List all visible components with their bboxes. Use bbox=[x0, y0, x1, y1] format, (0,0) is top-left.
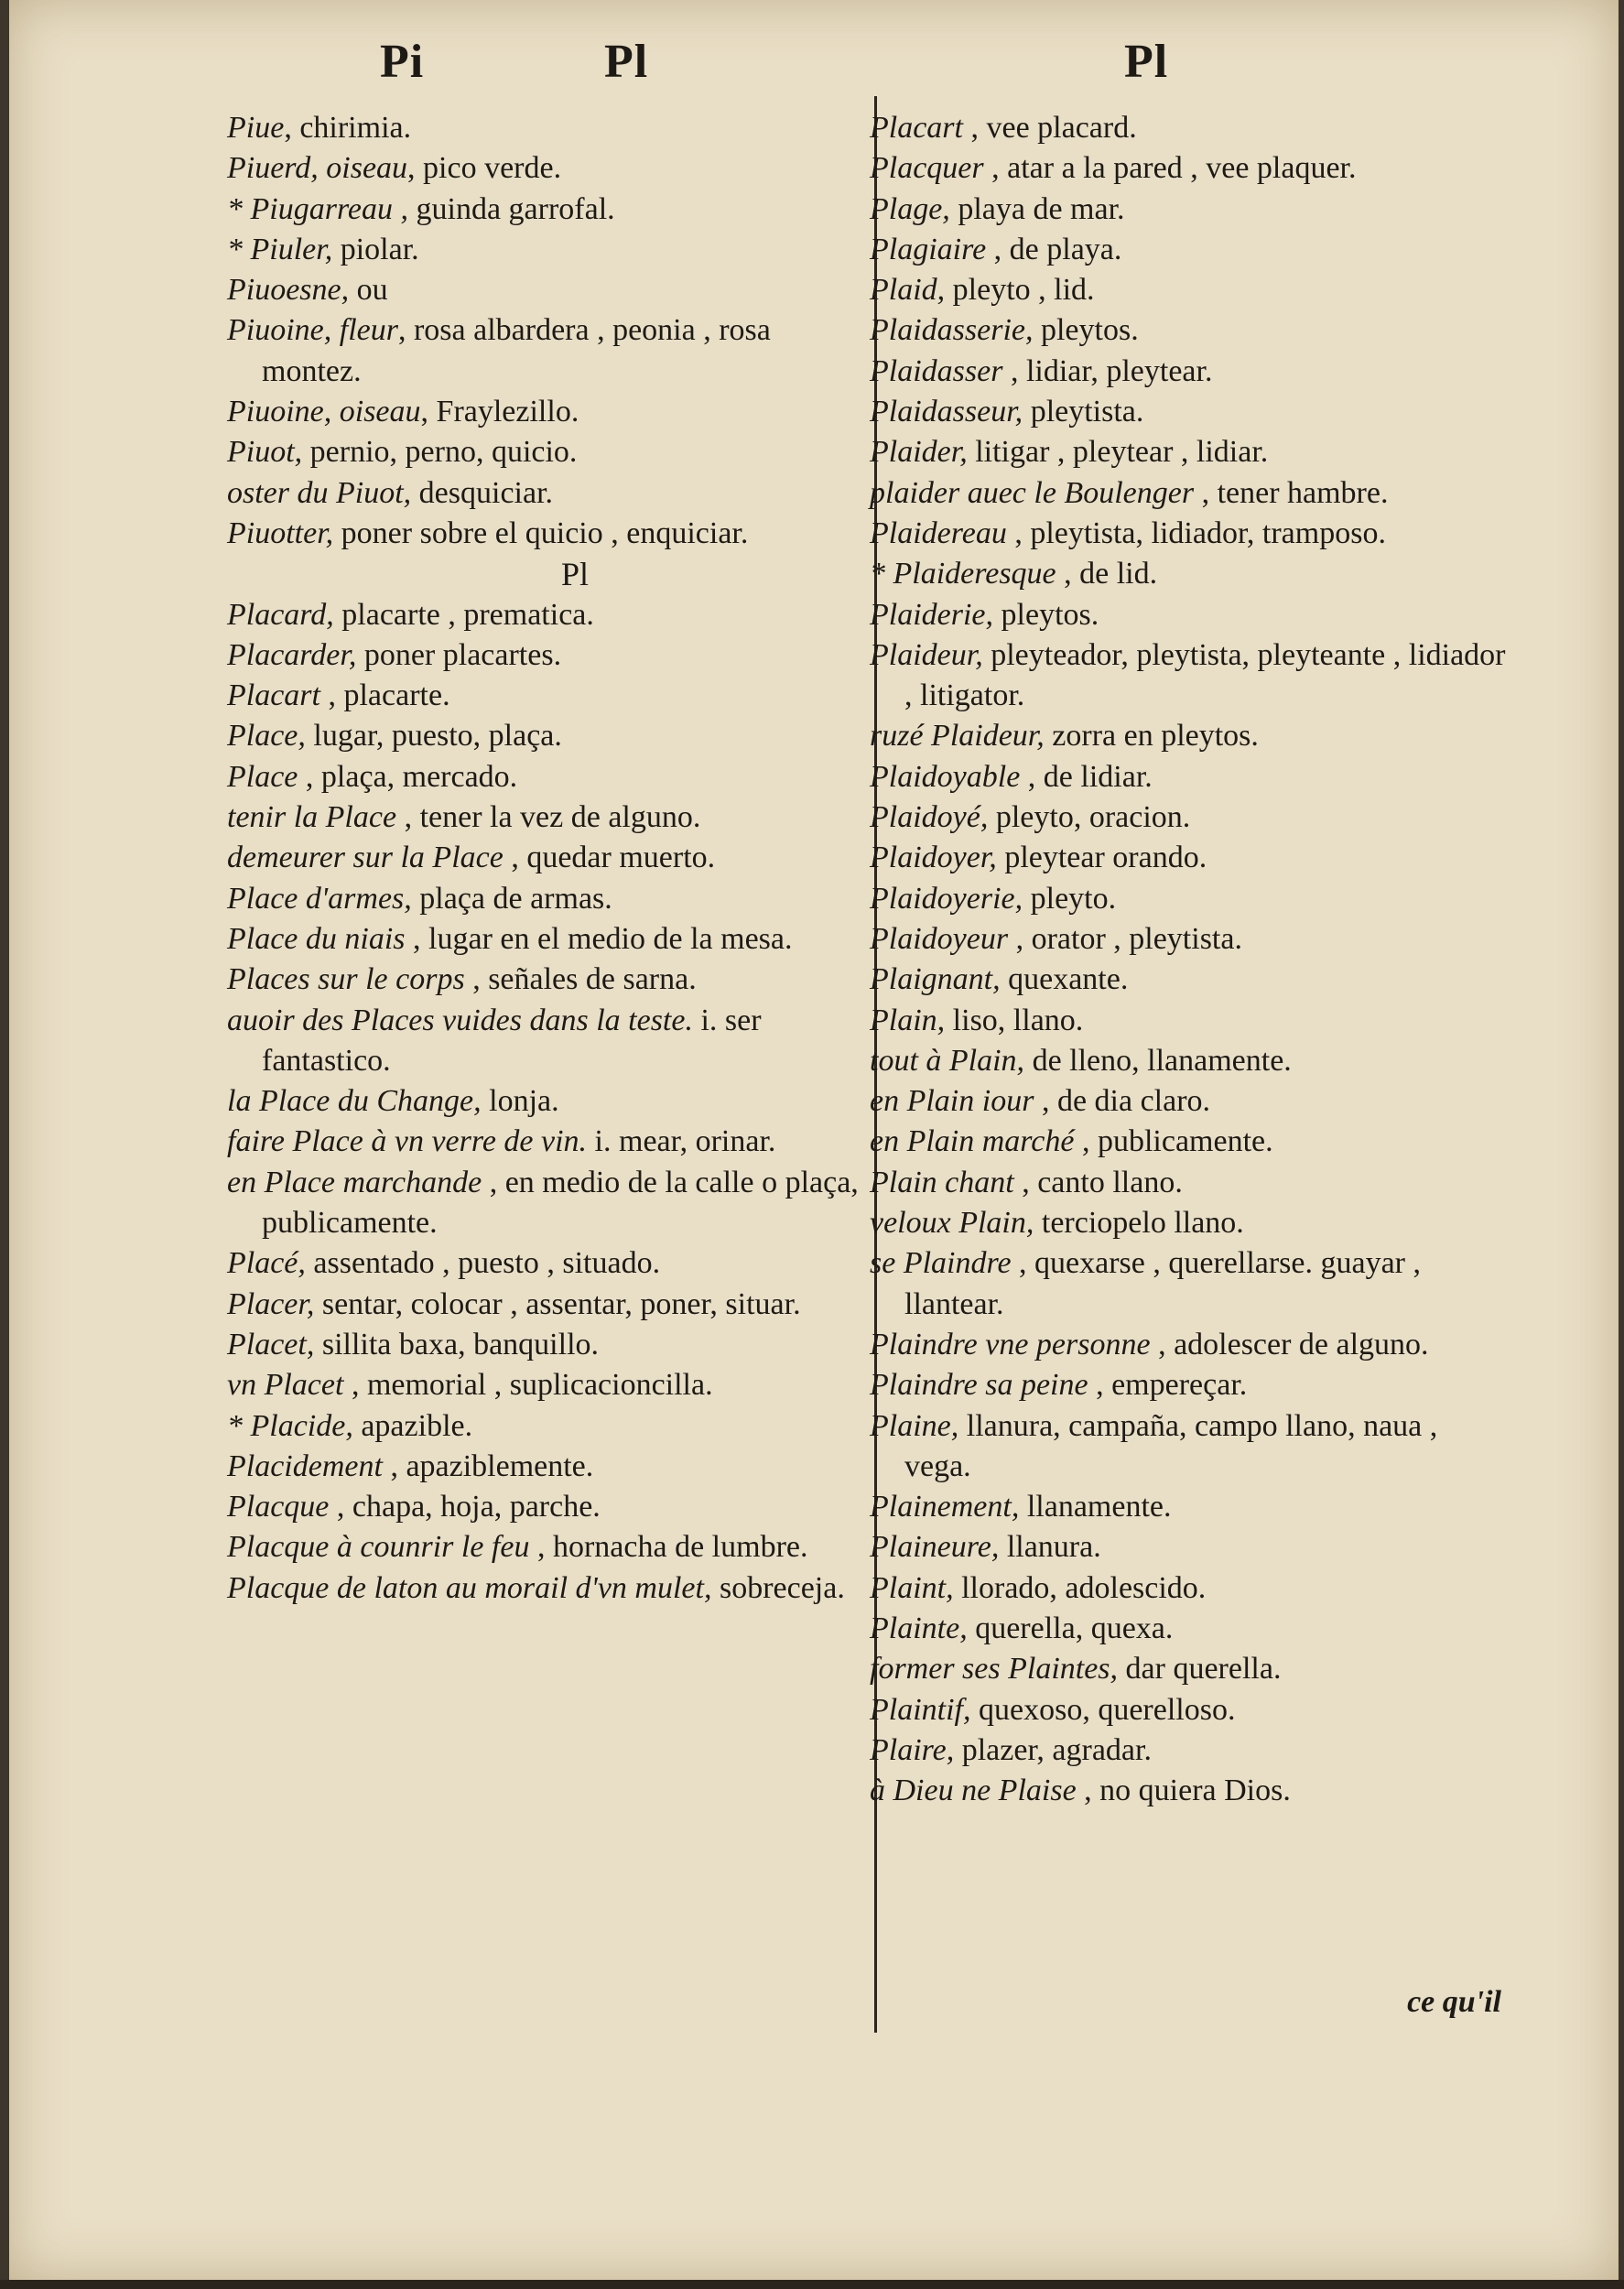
definition: , lidiar, pleytear. bbox=[1002, 353, 1213, 388]
definition: guinda garrofal. bbox=[408, 191, 615, 226]
definition: poner sobre el quicio , enquiciar. bbox=[333, 515, 749, 550]
definition: , orator , pleytista. bbox=[1008, 921, 1242, 956]
dictionary-entry bbox=[870, 270, 1510, 310]
dictionary-entry bbox=[227, 1081, 868, 1122]
dictionary-entry bbox=[227, 960, 868, 1000]
dictionary-entry bbox=[227, 230, 868, 270]
dictionary-entry bbox=[870, 1243, 1510, 1325]
definition: plaça de armas. bbox=[411, 881, 612, 916]
dictionary-entry bbox=[870, 1609, 1510, 1649]
dictionary-entry bbox=[227, 1447, 868, 1487]
definition: poner placartes. bbox=[356, 637, 562, 672]
definition: , canto llano. bbox=[1013, 1165, 1183, 1199]
headword: demeurer sur la Place bbox=[227, 841, 503, 875]
headword: Piuoine, fleur bbox=[227, 313, 398, 348]
dictionary-entry bbox=[870, 1406, 1510, 1488]
section-heading: Pl bbox=[560, 556, 590, 593]
headword: former ses Plaintes, bbox=[870, 1652, 1119, 1687]
definition: desquiciar. bbox=[411, 475, 554, 510]
definition: , rosa albardera , peonia , rosa montez. bbox=[262, 313, 771, 388]
headword: plaider auec le Boulenger bbox=[870, 475, 1195, 510]
dictionary-entry bbox=[870, 554, 1510, 594]
dictionary-entry bbox=[227, 1285, 868, 1325]
dictionary-entry bbox=[227, 514, 868, 554]
headword: Piuoine, oiseau bbox=[227, 395, 421, 429]
dictionary-entry bbox=[227, 1001, 868, 1082]
headword: Plaiderie, bbox=[870, 597, 994, 632]
definition: dar querella. bbox=[1118, 1652, 1282, 1687]
headword: la Place du Change, bbox=[227, 1084, 482, 1119]
right-column bbox=[870, 108, 1510, 1811]
definition: sillita baxa, banquillo. bbox=[314, 1327, 600, 1361]
definition: , pleytista, lidiador, tramposo. bbox=[1006, 515, 1386, 550]
definition: , memorial , suplicacioncilla. bbox=[343, 1368, 713, 1403]
definition: plazer, agradar. bbox=[954, 1732, 1152, 1767]
headword: Plain chant bbox=[870, 1165, 1014, 1199]
dictionary-entry bbox=[870, 1163, 1510, 1203]
headword: se Plaindre bbox=[870, 1246, 1012, 1281]
dictionary-entry bbox=[227, 919, 868, 960]
dictionary-entry bbox=[227, 270, 868, 310]
definition: i. ser fantastico. bbox=[262, 1003, 762, 1078]
headword: Placarder, bbox=[227, 637, 357, 672]
definition: de lleno, llanamente. bbox=[1024, 1043, 1292, 1078]
dictionary-entry bbox=[870, 514, 1510, 554]
definition: , pico verde. bbox=[407, 151, 562, 186]
dictionary-entry bbox=[227, 879, 868, 919]
definition: lonja. bbox=[481, 1084, 559, 1119]
headword: Place bbox=[227, 759, 298, 794]
dictionary-entry bbox=[870, 716, 1510, 756]
definition: quexante. bbox=[1000, 962, 1129, 997]
headword: Plaindre sa peine bbox=[870, 1368, 1088, 1403]
definition: playa de mar. bbox=[949, 191, 1125, 226]
left-column bbox=[227, 108, 868, 1609]
definition: , vee placard. bbox=[962, 111, 1137, 145]
headword: Placidement bbox=[227, 1448, 383, 1483]
headword: Placart bbox=[870, 111, 963, 145]
definition: pleytista. bbox=[1023, 395, 1144, 429]
definition: pernio, perno, quicio. bbox=[302, 435, 578, 470]
dictionary-entry bbox=[227, 838, 868, 878]
definition: , tener hambre. bbox=[1194, 475, 1389, 510]
headword: Plaid, bbox=[870, 273, 946, 308]
headword: Piuoesne, bbox=[227, 273, 350, 308]
headword: Place d'armes, bbox=[227, 881, 412, 916]
dictionary-entry bbox=[227, 190, 868, 230]
dictionary-entry bbox=[227, 1406, 868, 1447]
definition: llanura. bbox=[999, 1530, 1101, 1565]
headword: Place, bbox=[227, 719, 306, 754]
headword: à Dieu ne Plaise bbox=[870, 1774, 1077, 1808]
definition: , empereçar. bbox=[1088, 1368, 1248, 1403]
definition: , señales de sarna. bbox=[464, 962, 697, 997]
headword: * Plaideresque bbox=[870, 557, 1056, 591]
headword: oster du Piuot, bbox=[227, 475, 412, 510]
headword: Plaidoyé, bbox=[870, 800, 989, 835]
definition: , lugar en el medio de la mesa. bbox=[405, 921, 793, 956]
headword: Plaider, bbox=[870, 435, 968, 470]
headword: Plaidasseur, bbox=[870, 395, 1023, 429]
headword: Plaidasser bbox=[870, 353, 1003, 388]
definition: i. mear, orinar. bbox=[587, 1124, 776, 1159]
dictionary-entry bbox=[870, 108, 1510, 148]
definition: , placarte. bbox=[319, 678, 450, 713]
definition: , apaziblemente. bbox=[382, 1448, 594, 1483]
headword: Piuot, bbox=[227, 435, 303, 470]
dictionary-entry bbox=[870, 392, 1510, 432]
dictionary-entry bbox=[870, 190, 1510, 230]
dictionary-entry bbox=[870, 1487, 1510, 1527]
headword: Plaine, bbox=[870, 1408, 959, 1443]
headword: Plainte, bbox=[870, 1611, 968, 1645]
dictionary-entry bbox=[870, 595, 1510, 635]
dictionary-entry bbox=[227, 635, 868, 676]
definition: litigar , pleytear , lidiar. bbox=[967, 435, 1269, 470]
dictionary-entry bbox=[870, 1001, 1510, 1041]
dictionary-entry bbox=[227, 797, 868, 838]
headword: Plaidoyer, bbox=[870, 841, 997, 875]
dictionary-entry bbox=[227, 716, 868, 756]
definition: pleyto , lid. bbox=[945, 273, 1095, 308]
catchword-wrap bbox=[870, 1982, 1501, 2023]
dictionary-entry bbox=[227, 1568, 868, 1609]
headword: tout à Plain, bbox=[870, 1043, 1025, 1078]
dictionary-entry bbox=[870, 1203, 1510, 1243]
headword: Plaintif, bbox=[870, 1692, 971, 1727]
dictionary-entry bbox=[870, 960, 1510, 1000]
dictionary-entry bbox=[870, 473, 1510, 514]
definition: zorra en pleytos. bbox=[1044, 719, 1259, 754]
definition: , de lid. bbox=[1056, 557, 1158, 591]
dictionary-entry bbox=[227, 473, 868, 514]
headword: * Piuler, bbox=[227, 232, 333, 266]
headword: tenir la Place bbox=[227, 800, 397, 835]
headword: auoir des Places vuides dans la teste. bbox=[227, 1003, 693, 1037]
dictionary-entry bbox=[870, 1649, 1510, 1689]
definition: apazible. bbox=[352, 1408, 473, 1443]
dictionary-entry bbox=[870, 230, 1510, 270]
catchword: ce qu'il bbox=[1407, 1985, 1501, 2019]
dictionary-entry bbox=[227, 676, 868, 716]
headword: Plaidereau bbox=[870, 515, 1007, 550]
headword: * Placide, bbox=[227, 1408, 353, 1443]
definition: pleytear orando. bbox=[996, 841, 1207, 875]
headword: en Plain marché bbox=[870, 1124, 1075, 1159]
dictionary-entry bbox=[227, 432, 868, 472]
definition: lugar, puesto, plaça. bbox=[305, 719, 562, 754]
dictionary-entry bbox=[227, 392, 868, 432]
headword: Placer, bbox=[227, 1286, 315, 1321]
definition: llanamente. bbox=[1019, 1490, 1172, 1524]
dictionary-entry bbox=[870, 1325, 1510, 1365]
headword: ruzé Plaideur, bbox=[870, 719, 1045, 754]
running-head-left-b: Pl bbox=[604, 36, 649, 88]
running-head-right: Pl bbox=[1124, 36, 1169, 88]
dictionary-entry bbox=[870, 1081, 1510, 1122]
headword: Placque bbox=[227, 1490, 330, 1524]
definition: , de dia claro. bbox=[1034, 1084, 1211, 1119]
dictionary-entry bbox=[227, 1325, 868, 1365]
dictionary-entry bbox=[870, 635, 1510, 717]
definition: pleyto, oracion. bbox=[988, 800, 1191, 835]
dictionary-entry bbox=[870, 1690, 1510, 1730]
definition: , quexarse , querellarse. guayar , llantear. bbox=[904, 1246, 1422, 1321]
headword: Plaint, bbox=[870, 1570, 954, 1605]
headword: Plaidoyable bbox=[870, 759, 1021, 794]
headword: * Piugarreau , bbox=[227, 191, 409, 226]
dictionary-entry bbox=[870, 1730, 1510, 1771]
headword: Plain, bbox=[870, 1003, 946, 1037]
dictionary-entry bbox=[870, 1771, 1510, 1811]
headword: Places sur le corps bbox=[227, 962, 465, 997]
headword: Plainement, bbox=[870, 1490, 1020, 1524]
headword: Plaignant, bbox=[870, 962, 1001, 997]
headword: Placque de laton au morail d'vn mulet, bbox=[227, 1570, 712, 1605]
dictionary-entry bbox=[227, 1365, 868, 1405]
headword: Plaideur, bbox=[870, 637, 983, 672]
dictionary-entry bbox=[870, 797, 1510, 838]
definition: pleytos. bbox=[993, 597, 1099, 632]
definition: pleytos. bbox=[1033, 313, 1139, 348]
dictionary-entry bbox=[870, 1527, 1510, 1568]
headword: Placé, bbox=[227, 1246, 306, 1281]
headword: Piue bbox=[227, 111, 285, 145]
headword: veloux Plain, bbox=[870, 1206, 1034, 1241]
definition: , chirimia. bbox=[284, 111, 412, 145]
headword: Placquer bbox=[870, 151, 984, 186]
dictionary-entry bbox=[227, 148, 868, 189]
dictionary-entry bbox=[870, 1568, 1510, 1609]
definition: quexoso, querelloso. bbox=[970, 1692, 1236, 1727]
dictionary-entry bbox=[870, 148, 1510, 189]
definition: , en medio de la calle o plaça, publicamente. bbox=[262, 1165, 859, 1241]
definition: , publicamente. bbox=[1074, 1124, 1273, 1159]
headword: Place du niais bbox=[227, 921, 406, 956]
dictionary-page bbox=[9, 0, 1619, 2280]
dictionary-entry bbox=[870, 310, 1510, 351]
headword: Plagiaire bbox=[870, 232, 987, 266]
definition: , no quiera Dios. bbox=[1076, 1774, 1291, 1808]
dictionary-entry bbox=[227, 310, 868, 392]
dictionary-entry bbox=[227, 1243, 868, 1284]
dictionary-entry bbox=[870, 1041, 1510, 1081]
definition: llorado, adolescido. bbox=[953, 1570, 1207, 1605]
dictionary-entry bbox=[227, 1122, 868, 1162]
headword: vn Placet bbox=[227, 1368, 344, 1403]
headword: Plaindre vne personne bbox=[870, 1327, 1151, 1361]
definition: assentado , puesto , situado. bbox=[305, 1246, 661, 1281]
headword: faire Place à vn verre de vin. bbox=[227, 1124, 588, 1159]
dictionary-entry bbox=[870, 879, 1510, 919]
definition: piolar. bbox=[332, 232, 419, 266]
headword: Placet, bbox=[227, 1327, 315, 1361]
headword: en Place marchande bbox=[227, 1165, 482, 1199]
headword: Plaidoyerie, bbox=[870, 881, 1023, 916]
definition: liso, llano. bbox=[945, 1003, 1084, 1037]
definition: , de lidiar. bbox=[1020, 759, 1153, 794]
definition: , Fraylezillo. bbox=[420, 395, 579, 429]
headword: Placard, bbox=[227, 597, 334, 632]
headword: en Plain iour bbox=[870, 1084, 1034, 1119]
dictionary-entry bbox=[870, 432, 1510, 472]
headword: Placart bbox=[227, 678, 320, 713]
definition: pleyteador, pleytista, pleyteante , lidiador , litigator. bbox=[904, 637, 1506, 713]
definition: sentar, colocar , assentar, poner, situar. bbox=[314, 1286, 801, 1321]
running-head-left-a: Pi bbox=[380, 36, 425, 88]
dictionary-entry bbox=[227, 1163, 868, 1244]
definition: placarte , prematica. bbox=[333, 597, 594, 632]
headword: Plaidasserie, bbox=[870, 313, 1034, 348]
dictionary-entry bbox=[227, 1527, 868, 1568]
dictionary-entry bbox=[870, 1122, 1510, 1162]
definition: querella, quexa. bbox=[967, 1611, 1174, 1645]
bottom-edge bbox=[0, 2280, 1624, 2289]
definition: , quedar muerto. bbox=[503, 841, 716, 875]
definition: , hornacha de lumbre. bbox=[529, 1530, 808, 1565]
dictionary-entry bbox=[870, 838, 1510, 878]
headword: Piuerd, oiseau bbox=[227, 151, 408, 186]
dictionary-entry bbox=[227, 757, 868, 797]
definition: , chapa, hoja, parche. bbox=[329, 1490, 601, 1524]
definition: , adolescer de alguno. bbox=[1150, 1327, 1429, 1361]
dictionary-entry bbox=[227, 595, 868, 635]
headword: Plage, bbox=[870, 191, 950, 226]
definition: , de playa. bbox=[986, 232, 1122, 266]
headword: Piuotter, bbox=[227, 515, 334, 550]
dictionary-entry bbox=[870, 352, 1510, 392]
headword: Plaire, bbox=[870, 1732, 955, 1767]
dictionary-entry bbox=[870, 1365, 1510, 1405]
headword: Placque à counrir le feu bbox=[227, 1530, 530, 1565]
headword: Plaineure, bbox=[870, 1530, 1000, 1565]
definition: terciopelo llano. bbox=[1034, 1206, 1244, 1241]
definition: , tener la vez de alguno. bbox=[396, 800, 701, 835]
definition: pleyto. bbox=[1023, 881, 1117, 916]
definition: sobreceja. bbox=[711, 1570, 845, 1605]
definition: , atar a la pared , vee plaquer. bbox=[983, 151, 1357, 186]
definition: , plaça, mercado. bbox=[298, 759, 518, 794]
dictionary-entry bbox=[870, 757, 1510, 797]
dictionary-entry bbox=[227, 108, 868, 148]
dictionary-entry bbox=[870, 919, 1510, 960]
definition: ou bbox=[349, 273, 388, 308]
headword: Plaidoyeur bbox=[870, 921, 1009, 956]
dictionary-entry bbox=[227, 1487, 868, 1527]
definition: llanura, campaña, campo llano, naua , vega. bbox=[904, 1408, 1438, 1483]
